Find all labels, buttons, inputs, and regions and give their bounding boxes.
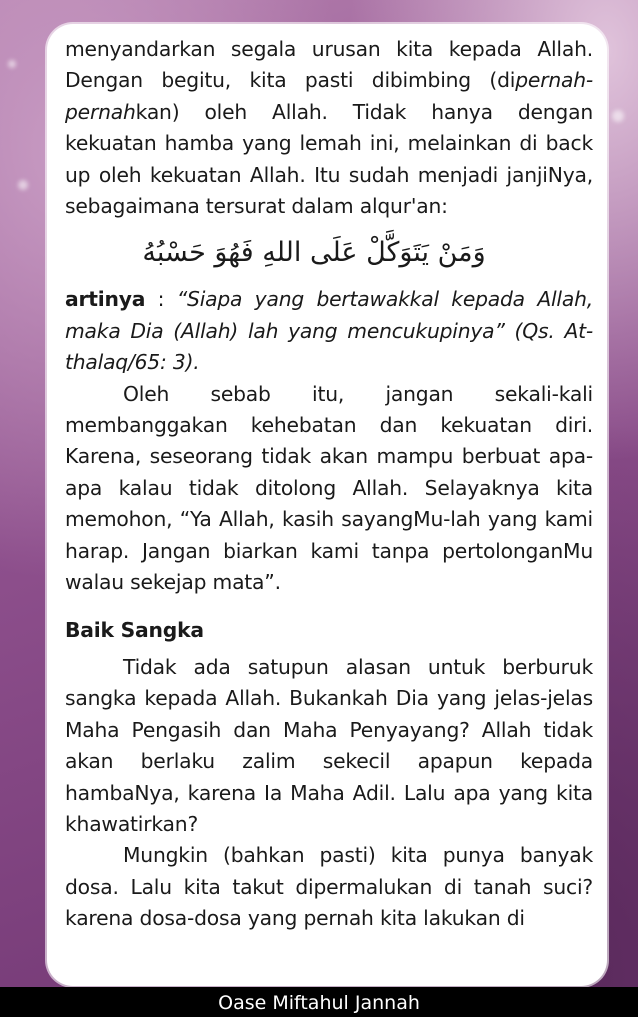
- paragraph-intro-text: menyandarkan segala urusan kita kepada Allah. Dengan begitu, kita pasti dibimbing (di: [65, 37, 593, 93]
- translation-label: artinya: [65, 287, 146, 312]
- article-card: [47, 24, 607, 986]
- footer-bar: [0, 987, 638, 1017]
- translation-quote: “Siapa yang bertawakkal kepada Allah, maka Dia (Allah) lah yang mencukupinya” (Qs. At-thalaq/65: 3).: [65, 287, 593, 375]
- verse-translation: [65, 284, 593, 378]
- paragraph-warning: Oleh sebab itu, jangan sekali-kali membanggakan kehebatan dan kekuatan diri. Karena, seseorang tidak akan mampu berbuat apa-apa kalau tidak ditolong Allah. Selayaknya kita memohon, “Ya Allah, kasih sayangMu-lah yang kami harap. Jangan biarkan kami tanpa pertolonganMu walau sekejap mata”.: [65, 381, 593, 595]
- paragraph-intro-italic: pernah-pernah: [65, 68, 593, 124]
- sparkle-decoration: [18, 180, 28, 190]
- paragraph-intro: [65, 34, 593, 222]
- section-heading: Baik Sangka: [65, 617, 204, 642]
- footer-title: Oase Miftahul Jannah: [218, 992, 420, 1014]
- paragraph-intro-text-after: kan) oleh Allah. Tidak hanya dengan kekuatan hamba yang lemah ini, melainkan di back up oleh kekuatan Allah. Itu sudah menjadi janjiNya, sebagaimana tersurat dalam alqur'an:: [65, 99, 593, 219]
- article-body: [65, 34, 593, 935]
- paragraph-sins: Mungkin (bahkan pasti) kita punya banyak dosa. Lalu kita takut dipermalukan di tanah suci? karena dosa-dosa yang pernah kita lakukan di: [65, 843, 593, 931]
- paragraph-good-faith: Tidak ada satupun alasan untuk berburuk sangka kepada Allah. Bukankah Dia yang jelas-jelas Maha Pengasih dan Maha Penyayang? Allah tidak akan berlaku zalim sekecil apapun kepada hambaNya, karena Ia Maha Adil. Lalu apa yang kita khawatirkan?: [65, 654, 593, 836]
- arabic-verse: وَمَنْ يَتَوَكَّلْ عَلَى اللهِ فَهُوَ حَسْبُهُ: [142, 237, 486, 269]
- sparkle-decoration: [612, 110, 624, 122]
- translation-separator: :: [145, 287, 177, 312]
- sparkle-decoration: [8, 60, 16, 68]
